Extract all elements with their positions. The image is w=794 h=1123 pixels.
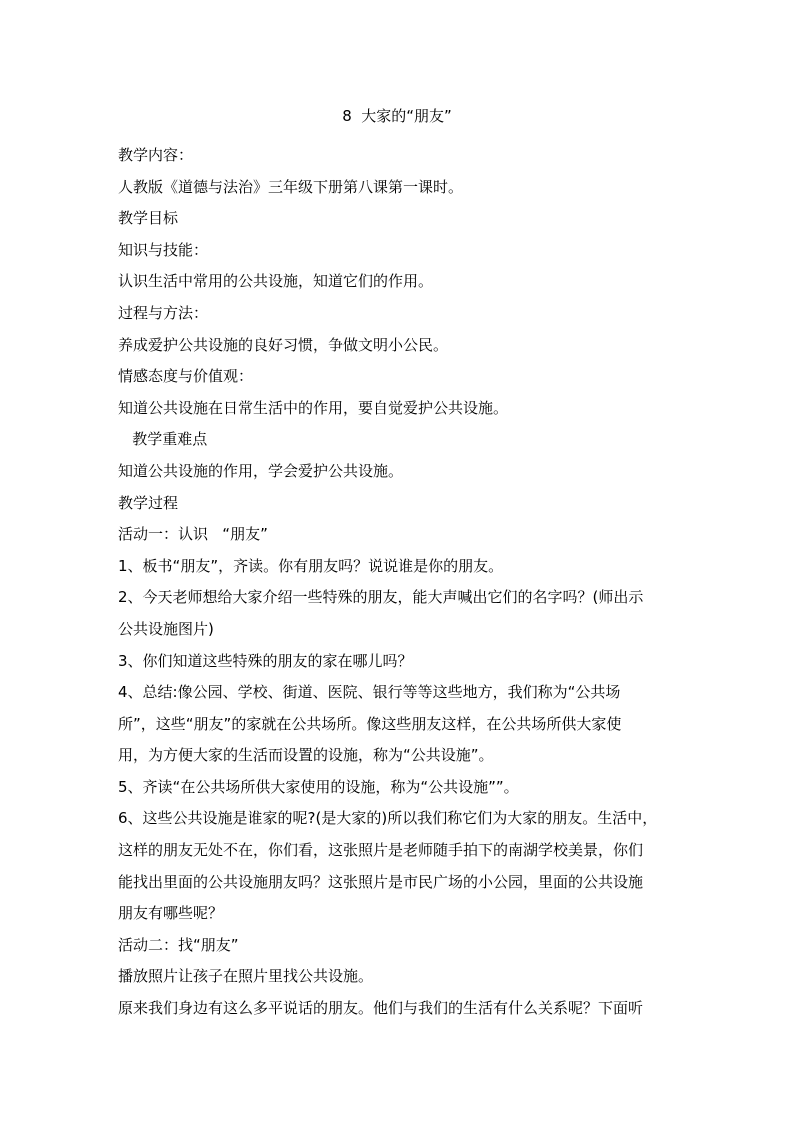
text-line: 朋友有哪些呢？ <box>118 904 224 923</box>
text-line: 过程与方法： <box>118 303 209 322</box>
text-line: 教学过程 <box>118 493 179 512</box>
lesson-title: 8 大家的“朋友” <box>342 107 452 125</box>
text-line: 知道公共设施在日常生活中的作用，要自觉爱护公共设施。 <box>118 398 509 417</box>
text-line: 原来我们身边有这么多平说话的朋友。他们与我们的生活有什么关系呢？下面听 <box>118 999 644 1018</box>
text-line: 这样的朋友无处不在，你们看，这张照片是老师随手拍下的南湖学校美景，你们 <box>118 841 644 860</box>
text-line: 用，为方便大家的生活而设置的设施，称为“公共设施”。 <box>118 746 494 765</box>
text-line: 认识生活中常用的公共设施，知道它们的作用。 <box>118 272 434 291</box>
text-line: 1、板书“朋友”，齐读。你有朋友吗？说说谁是你的朋友。 <box>118 556 504 575</box>
text-line: 养成爱护公共设施的良好习惯，争做文明小公民。 <box>118 335 449 354</box>
text-line: 5、齐读“在公共场所供大家使用的设施，称为“公共设施””。 <box>118 777 519 796</box>
lesson-body <box>118 140 678 1025</box>
text-line: 3、你们知道这些特殊的朋友的家在哪儿吗？ <box>118 651 413 670</box>
text-line: 4、总结:像公园、学校、街道、医院、银行等等这些地方，我们称为“公共场 <box>118 683 621 702</box>
text-line: 6、这些公共设施是谁家的呢?(是大家的)所以我们称它们为大家的朋友。生活中， <box>118 809 658 828</box>
text-line: 公共设施图片) <box>118 619 214 638</box>
text-line: 所”，这些“朋友”的家就在公共场所。像这些朋友这样，在公共场所供大家使 <box>118 714 622 733</box>
text-line: 人教版《道德与法治》三年级下册第八课第一课时。 <box>118 177 464 196</box>
text-line: 知道公共设施的作用，学会爱护公共设施。 <box>118 461 404 480</box>
text-line: 播放照片让孩子在照片里找公共设施。 <box>118 967 374 986</box>
text-line: 知识与技能： <box>118 240 209 259</box>
text-line: 活动二：找“朋友” <box>118 935 239 954</box>
text-line: 教学内容： <box>118 146 194 164</box>
text-line: 活动一：认识 “朋友” <box>118 525 268 544</box>
text-line: 教学目标 <box>118 209 179 228</box>
text-line: 2、今天老师想给大家介绍一些特殊的朋友，能大声喊出它们的名字吗？(师出示 <box>118 588 644 607</box>
text-line: 教学重难点 <box>118 430 208 449</box>
text-line: 情感态度与价值观： <box>118 367 254 386</box>
text-line: 能找出里面的公共设施朋友吗？这张照片是市民广场的小公园，里面的公共设施 <box>118 872 644 891</box>
